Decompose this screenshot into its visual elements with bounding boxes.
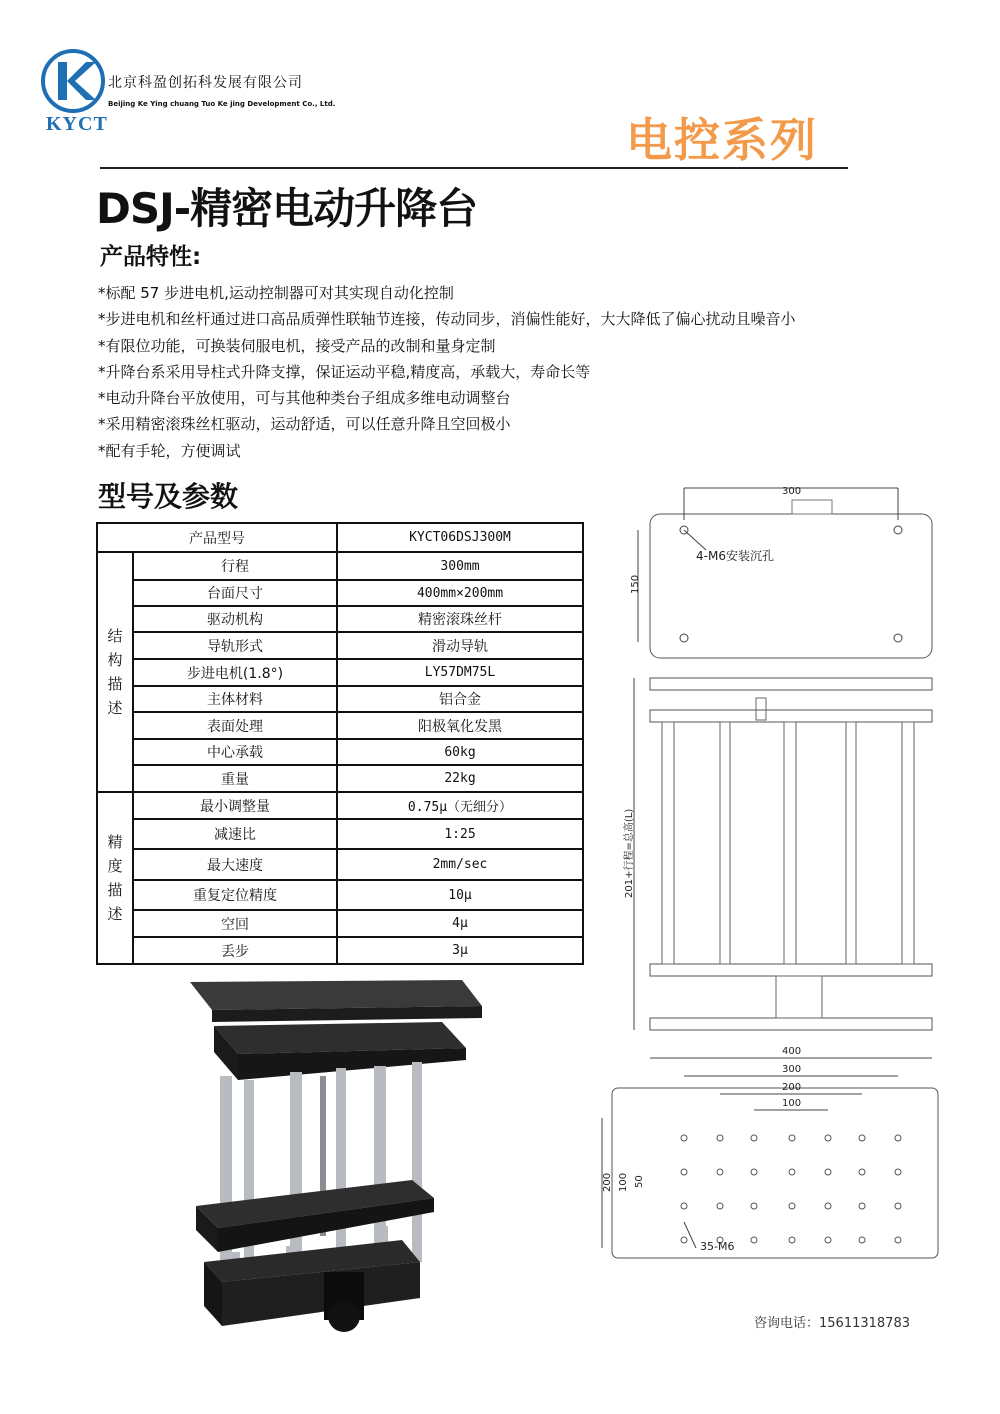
table-cell-value: 4μ: [337, 910, 583, 937]
dim-bottom-side-50: 50: [634, 1175, 645, 1188]
feature-item: *有限位功能，可换装伺服电机，接受产品的改制和量身定制: [98, 336, 496, 355]
feature-item: *电动升降台平放使用，可与其他种类台子组成多维电动调整台: [98, 389, 511, 408]
table-cell-value: 阳极氧化发黑: [337, 712, 583, 739]
table-cell-label: 步进电机(1.8°): [133, 659, 337, 686]
table-cell-value: 300mm: [337, 552, 583, 580]
table-cell-label: 导轨形式: [133, 632, 337, 659]
table-cell-value: 精密滚珠丝杆: [337, 606, 583, 632]
table-cell-label: 重量: [133, 765, 337, 792]
company-name-en: Beijing Ke Ying chuang Tuo Ke jing Development Co., Ltd.: [108, 100, 336, 108]
header-divider: [100, 167, 848, 169]
table-row: [97, 632, 583, 659]
table-cell-value: 滑动导轨: [337, 632, 583, 659]
table-row: [97, 765, 583, 792]
feature-item: *升降台系采用导柱式升降支撑，保证运动平稳,精度高，承载大，寿命长等: [98, 362, 591, 381]
table-cell-value: 铝合金: [337, 686, 583, 712]
table-cell-value: 22kg: [337, 765, 583, 792]
dim-bottom-side-100: 100: [618, 1172, 629, 1192]
table-cell-value: LY57DM75L: [337, 659, 583, 686]
table-cell-label: 表面处理: [133, 712, 337, 739]
table-cell-label: 中心承载: [133, 739, 337, 765]
logo-text: KYCT: [46, 113, 108, 135]
table-cell-label: 空回: [133, 910, 337, 937]
table-row: [97, 712, 583, 739]
dim-bottom-side-200: 200: [602, 1172, 613, 1192]
table-cell-label: 减速比: [133, 819, 337, 849]
technical-drawing: [596, 478, 956, 1268]
features-heading: 产品特性:: [100, 244, 202, 270]
table-row: [97, 659, 583, 686]
company-name-cn: 北京科盈创拓科发展有限公司: [108, 75, 303, 91]
table-row: [97, 937, 583, 964]
table-cell-value: 3μ: [337, 937, 583, 964]
table-cell-value: 400mm×200mm: [337, 580, 583, 606]
hole-note: 4-M6安装沉孔: [696, 549, 774, 563]
model-heading: 型号及参数: [98, 480, 239, 513]
table-row: [97, 819, 583, 849]
table-row: [97, 880, 583, 910]
spec-table: [96, 522, 584, 965]
dim-top-width: 300: [782, 486, 802, 497]
table-header-label: 产品型号: [97, 523, 337, 552]
page-title: DSJ-精密电动升降台: [96, 184, 478, 233]
table-cell-label: 台面尺寸: [133, 580, 337, 606]
table-row: [97, 686, 583, 712]
feature-item: *采用精密滚珠丝杠驱动，运动舒适，可以任意升降且空回极小: [98, 415, 511, 434]
group-label-structure: [97, 552, 133, 792]
table-cell-label: 行程: [133, 552, 337, 580]
table-row: [97, 792, 583, 819]
dim-bottom-300: 300: [782, 1064, 802, 1075]
table-cell-label: 重复定位精度: [133, 880, 337, 910]
table-row: [97, 580, 583, 606]
table-row: [97, 910, 583, 937]
table-row: [97, 849, 583, 880]
group-name: 结构描述: [107, 627, 123, 717]
dim-side-height: 201+行程=总高(L): [624, 808, 635, 898]
series-title: 电控系列: [626, 113, 818, 167]
contact-phone: 咨询电话：15611318783: [754, 1316, 910, 1331]
feature-item: *步进电机和丝杆通过进口高品质弹性联轴节连接，传动同步，消偏性能好，大大降低了偏心扰动且噪音小: [98, 310, 796, 329]
dim-bottom-400: 400: [782, 1046, 802, 1057]
table-cell-label: 最大速度: [133, 849, 337, 880]
bottom-hole-note: 35-M6: [700, 1240, 735, 1253]
table-cell-value: 0.75μ（无细分）: [337, 792, 583, 819]
group-label-precision: [97, 792, 133, 964]
dim-top-height: 150: [630, 574, 641, 594]
feature-item: *标配 57 步进电机,运动控制器可对其实现自动化控制: [98, 284, 454, 302]
group-name: 精度描述: [107, 833, 123, 923]
table-row: [97, 739, 583, 765]
table-header-row: [97, 523, 583, 552]
table-cell-label: 主体材料: [133, 686, 337, 712]
table-cell-value: 2mm/sec: [337, 849, 583, 880]
features-list: [98, 280, 796, 464]
feature-item: *配有手轮，方便调试: [98, 441, 241, 460]
kyct-logo-icon: [40, 48, 106, 114]
table-cell-label: 最小调整量: [133, 792, 337, 819]
table-cell-label: 驱动机构: [133, 606, 337, 632]
product-photo: [186, 976, 486, 1346]
table-cell-label: 丢步: [133, 937, 337, 964]
table-row: [97, 552, 583, 580]
table-cell-value: 1:25: [337, 819, 583, 849]
table-cell-value: 60kg: [337, 739, 583, 765]
table-cell-value: 10μ: [337, 880, 583, 910]
dim-bottom-100: 100: [782, 1098, 802, 1109]
dim-bottom-200: 200: [782, 1082, 802, 1093]
table-header-value: KYCT06DSJ300M: [337, 523, 583, 552]
table-row: [97, 606, 583, 632]
